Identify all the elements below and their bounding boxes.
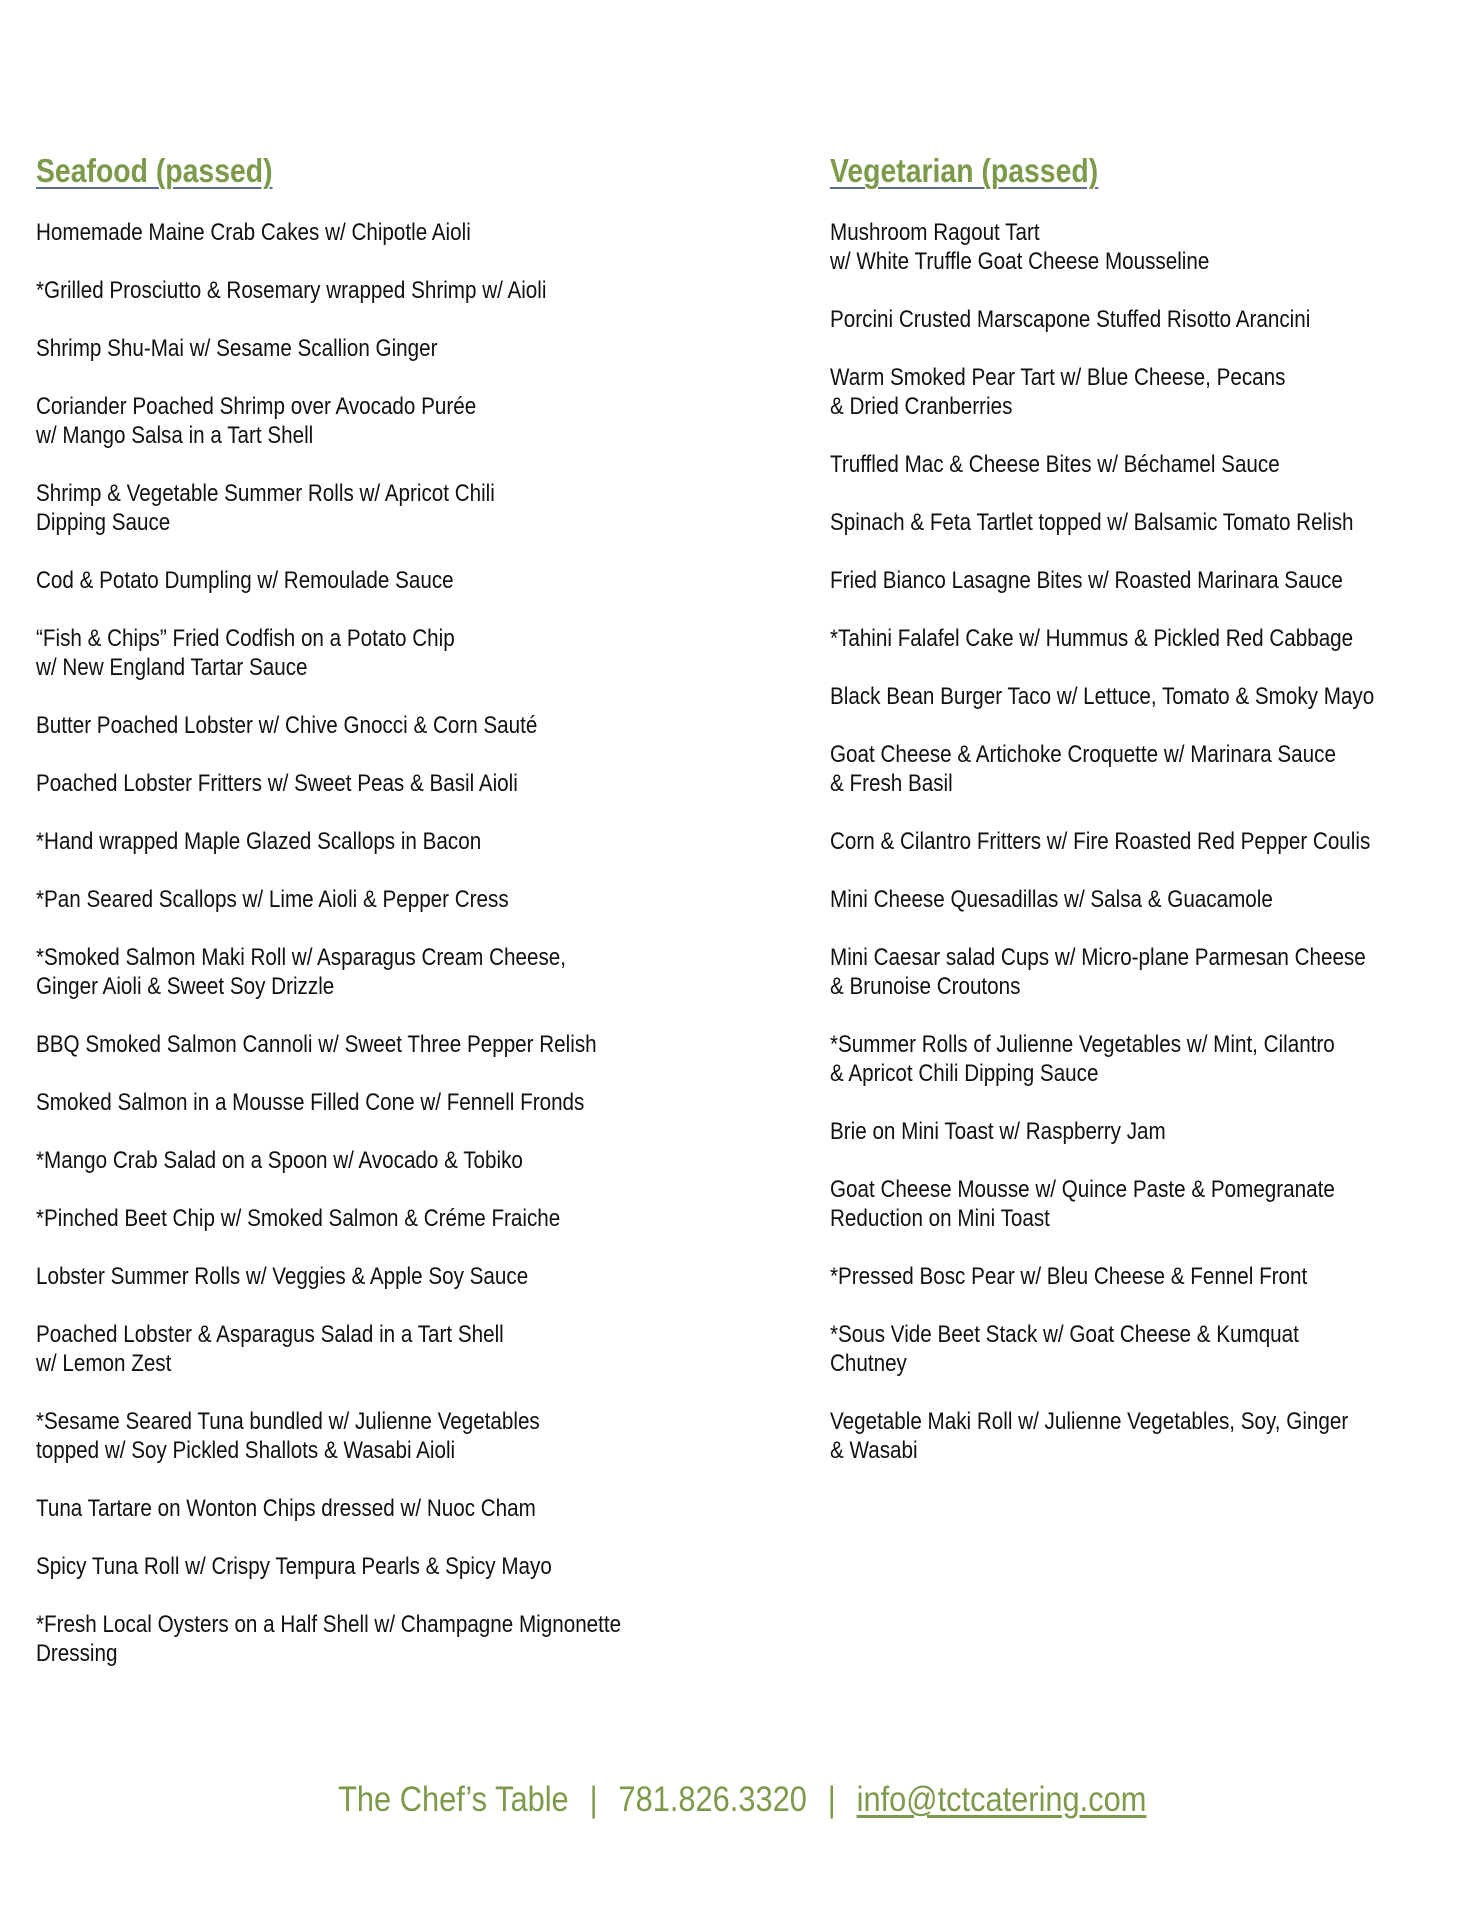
menu-item-line: Smoked Salmon in a Mousse Filled Cone w/ Fennell Fronds — [36, 1089, 585, 1116]
menu-item — [830, 218, 1363, 276]
menu-item-line: Mini Cheese Quesadillas w/ Salsa & Guacamole — [830, 886, 1273, 913]
menu-item-line: Mushroom Ragout Tart — [830, 219, 1040, 246]
menu-item-line: Reduction on Mini Toast — [830, 1205, 1050, 1232]
menu-item-line: Shrimp Shu-Mai w/ Sesame Scallion Ginger — [36, 335, 438, 362]
menu-item-line: *Tahini Falafel Cake w/ Hummus & Pickled Red Cabbage — [830, 625, 1354, 652]
phone-number: 781.826.3320 — [618, 1780, 807, 1819]
menu-item-line: *Mango Crab Salad on a Spoon w/ Avocado & Tobiko — [36, 1147, 523, 1174]
menu-item — [36, 1494, 638, 1523]
menu-item — [36, 1088, 638, 1117]
menu-item — [36, 479, 638, 537]
vegetarian-menu-list — [830, 218, 1450, 1465]
menu-item-line: Tuna Tartare on Wonton Chips dressed w/ Nuoc Cham — [36, 1495, 536, 1522]
menu-item — [36, 1030, 638, 1059]
menu-item-line: Coriander Poached Shrimp over Avocado Purée — [36, 393, 477, 420]
menu-item-line: & Wasabi — [830, 1437, 918, 1464]
menu-item-line: Lobster Summer Rolls w/ Veggies & Apple Soy Sauce — [36, 1263, 529, 1290]
footer-separator: | — [827, 1780, 836, 1819]
vegetarian-column — [830, 152, 1450, 1494]
menu-item-line: *Sous Vide Beet Stack w/ Goat Cheese & Kumquat — [830, 1321, 1299, 1348]
menu-item-line: BBQ Smoked Salmon Cannoli w/ Sweet Three Pepper Relish — [36, 1031, 597, 1058]
menu-item-line: Spinach & Feta Tartlet topped w/ Balsamic Tomato Relish — [830, 509, 1354, 536]
menu-item-line: Black Bean Burger Taco w/ Lettuce, Tomato & Smoky Mayo — [830, 683, 1375, 710]
menu-item-line: *Pinched Beet Chip w/ Smoked Salmon & Créme Fraiche — [36, 1205, 561, 1232]
menu-item-line: *Fresh Local Oysters on a Half Shell w/ Champagne Mignonette — [36, 1611, 622, 1638]
menu-item-line: Porcini Crusted Marscapone Stuffed Risotto Arancini — [830, 306, 1311, 333]
menu-item — [36, 827, 638, 856]
footer-separator: | — [589, 1780, 598, 1819]
menu-item-line: Goat Cheese Mousse w/ Quince Paste & Pomegranate — [830, 1176, 1335, 1203]
seafood-menu-list — [36, 218, 736, 1668]
menu-item-line: Brie on Mini Toast w/ Raspberry Jam — [830, 1118, 1166, 1145]
menu-item-line: w/ Mango Salsa in a Tart Shell — [36, 422, 314, 449]
menu-item — [36, 392, 638, 450]
menu-item-line: Cod & Potato Dumpling w/ Remoulade Sauce — [36, 567, 454, 594]
menu-item — [36, 943, 638, 1001]
menu-item-line: Poached Lobster & Asparagus Salad in a Tart Shell — [36, 1321, 504, 1348]
menu-item — [830, 1407, 1363, 1465]
menu-item-line: Warm Smoked Pear Tart w/ Blue Cheese, Pecans — [830, 364, 1286, 391]
menu-item — [36, 1610, 638, 1668]
menu-item-line: topped w/ Soy Pickled Shallots & Wasabi Aioli — [36, 1437, 456, 1464]
menu-item — [830, 450, 1363, 479]
menu-item-line: Dressing — [36, 1640, 118, 1667]
menu-item — [830, 508, 1363, 537]
menu-item-line: *Smoked Salmon Maki Roll w/ Asparagus Cream Cheese, — [36, 944, 566, 971]
menu-item — [830, 1117, 1363, 1146]
menu-item — [36, 1552, 638, 1581]
menu-item-line: Poached Lobster Fritters w/ Sweet Peas & Basil Aioli — [36, 770, 518, 797]
menu-item-line: Butter Poached Lobster w/ Chive Gnocci & Corn Sauté — [36, 712, 538, 739]
menu-item — [36, 885, 638, 914]
menu-item — [830, 740, 1363, 798]
menu-item-line: Truffled Mac & Cheese Bites w/ Béchamel Sauce — [830, 451, 1280, 478]
menu-item-line: *Sesame Seared Tuna bundled w/ Julienne Vegetables — [36, 1408, 540, 1435]
menu-item-line: w/ White Truffle Goat Cheese Mousseline — [830, 248, 1210, 275]
menu-item — [830, 827, 1371, 856]
email-link[interactable]: info@tctcatering.com — [856, 1780, 1147, 1819]
menu-item-line: & Brunoise Croutons — [830, 973, 1021, 1000]
menu-item — [830, 1262, 1363, 1291]
menu-item — [36, 566, 638, 595]
menu-item — [830, 305, 1363, 334]
menu-item-line: *Pressed Bosc Pear w/ Bleu Cheese & Fennel Front — [830, 1263, 1308, 1290]
menu-item — [36, 276, 638, 305]
menu-item — [830, 943, 1366, 1001]
menu-item-line: Vegetable Maki Roll w/ Julienne Vegetables, Soy, Ginger — [830, 1408, 1349, 1435]
menu-item — [830, 624, 1363, 653]
menu-item-line: Homemade Maine Crab Cakes w/ Chipotle Aioli — [36, 219, 471, 246]
menu-item-line: Shrimp & Vegetable Summer Rolls w/ Apricot Chili — [36, 480, 495, 507]
menu-item — [830, 885, 1363, 914]
menu-item-line: Spicy Tuna Roll w/ Crispy Tempura Pearls & Spicy Mayo — [36, 1553, 552, 1580]
menu-item — [36, 1407, 638, 1465]
menu-item — [36, 1320, 638, 1378]
menu-item — [36, 334, 638, 363]
menu-item — [36, 1204, 638, 1233]
menu-item — [830, 1320, 1363, 1378]
menu-item-line: w/ New England Tartar Sauce — [36, 654, 308, 681]
menu-item — [830, 363, 1363, 421]
menu-item-line: & Fresh Basil — [830, 770, 953, 797]
menu-item — [36, 1262, 638, 1291]
menu-item — [830, 682, 1375, 711]
menu-item — [36, 1146, 638, 1175]
menu-item-line: Ginger Aioli & Sweet Soy Drizzle — [36, 973, 335, 1000]
menu-item-line: w/ Lemon Zest — [36, 1350, 172, 1377]
menu-item-line: *Grilled Prosciutto & Rosemary wrapped Shrimp w/ Aioli — [36, 277, 547, 304]
vegetarian-section-title: Vegetarian (passed) — [830, 152, 1099, 189]
menu-item-line: & Dried Cranberries — [830, 393, 1013, 420]
menu-item — [36, 624, 638, 682]
menu-item-line: & Apricot Chili Dipping Sauce — [830, 1060, 1099, 1087]
company-name: The Chef’s Table — [337, 1780, 569, 1819]
menu-item — [830, 1030, 1363, 1088]
menu-item-line: *Hand wrapped Maple Glazed Scallops in Bacon — [36, 828, 482, 855]
menu-item-line: Fried Bianco Lasagne Bites w/ Roasted Marinara Sauce — [830, 567, 1343, 594]
menu-item-line: *Pan Seared Scallops w/ Lime Aioli & Pepper Cress — [36, 886, 509, 913]
menu-item-line: Goat Cheese & Artichoke Croquette w/ Marinara Sauce — [830, 741, 1336, 768]
menu-item-line: *Summer Rolls of Julienne Vegetables w/ Mint, Cilantro — [830, 1031, 1335, 1058]
seafood-column — [36, 152, 736, 1697]
menu-item-line: Dipping Sauce — [36, 509, 171, 536]
page-footer — [0, 1780, 1484, 1820]
menu-item — [36, 218, 638, 247]
menu-item-line: Mini Caesar salad Cups w/ Micro-plane Parmesan Cheese — [830, 944, 1366, 971]
seafood-section-title: Seafood (passed) — [36, 152, 273, 189]
menu-item — [36, 769, 638, 798]
menu-item — [36, 711, 638, 740]
footer-contact-line — [338, 1780, 1146, 1820]
menu-item-line: Corn & Cilantro Fritters w/ Fire Roasted Red Pepper Coulis — [830, 828, 1371, 855]
menu-item — [830, 566, 1363, 595]
menu-item-line: “Fish & Chips” Fried Codfish on a Potato Chip — [36, 625, 455, 652]
menu-item-line: Chutney — [830, 1350, 907, 1377]
menu-item — [830, 1175, 1363, 1233]
